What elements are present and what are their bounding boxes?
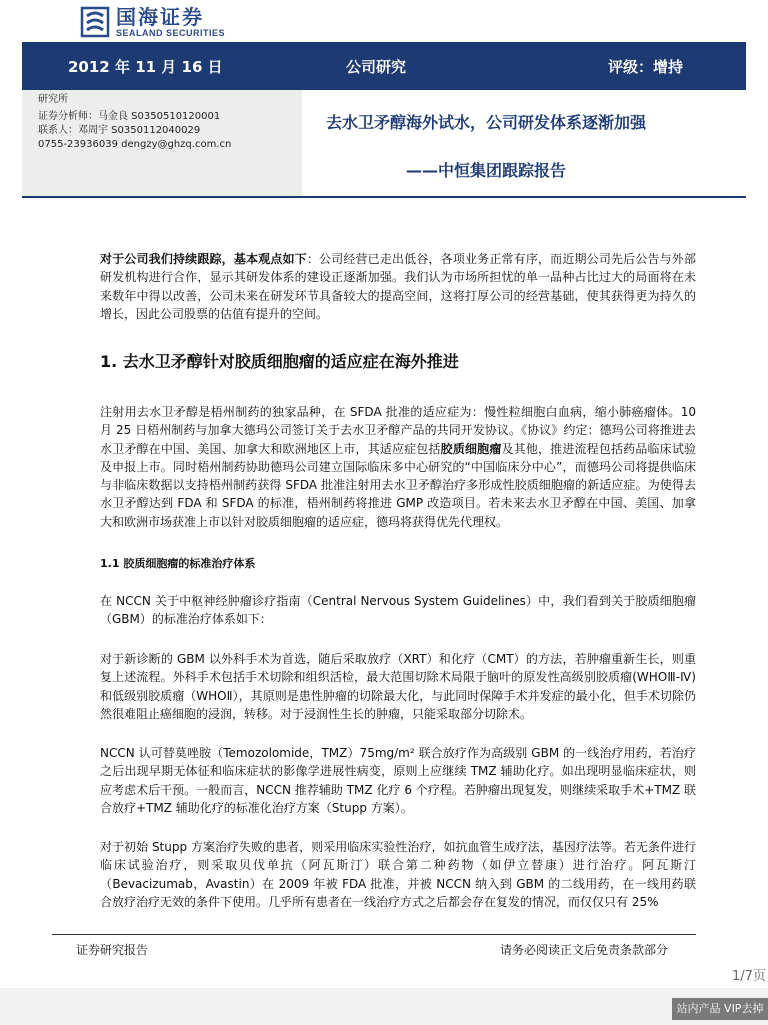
section1-bold-term: 胶质细胞瘤 <box>440 441 502 456</box>
viewer-bottom-bar <box>0 988 768 1025</box>
logo-cn-text: 国海证券 <box>116 4 204 29</box>
report-subtitle: ——中恒集团跟踪报告 <box>406 161 567 180</box>
section-heading-1-1: 1.1 胶质细胞瘤的标准治疗体系 <box>100 557 256 570</box>
tmz-paragraph: NCCN 认可替莫唑胺（Temozolomide，TMZ）75mg/m² 联合放疗作为高级别 GBM 的一线治疗用药，若治疗之后出现早期无体征和临床症状的影像学进展性病变，原则上应继续 TMZ 辅助化疗。如出现明显临床症状，则应考虑术后干预。一般而言，NCCN 推荐辅助 TMZ 化疗 6 个疗程。若肿瘤出现复发，则继续采取手术+TMZ 联合放疗+TMZ 辅助化疗的标准化治疗方案（Stupp 方案）。 <box>100 746 696 815</box>
company-logo <box>80 2 225 42</box>
intro-text: ：公司经营已走出低谷，各项业务正常有序，而近期公司先后公告与外部研发机构进行合作，显示其研发体系的建设正逐渐加强。我们认为市场所担忧的单一品种占比过大的局面将在未来数年中得以改善，公司未来在研发环节具备较大的提高空间，这将打厚公司的经营基础，使其获得更为持久的增长，因此公司股票的估值有提升的空间。 <box>100 252 696 321</box>
stupp-paragraph: 对于初始 Stupp 方案治疗失败的患者，则采用临床实验性治疗，如抗血管生成疗法，基因疗法等。若无条件进行临床试验治疗，则采取贝伐单抗（阿瓦斯汀）联合第二种药物（如伊立替康）进行治疗。阿瓦斯汀（Bevacizumab，Avastin）在 2009 年被 FDA 批准，并被 NCCN 纳入到 GBM 的二线用药，在一线用药联合放疗治疗无效的条件下使用。几乎所有患者在一线治疗方式之后都会存在复发的情况，而仅仅只有 25% <box>100 840 696 909</box>
section1-paragraph <box>100 403 696 531</box>
title-divider <box>22 196 746 198</box>
logo-en-text: SEALAND SECURITIES <box>116 27 226 38</box>
vip-remove-button[interactable]: 站内产品 VIP去掉 <box>672 998 768 1020</box>
contact-phone-email: 0755-23936039 dengzy@ghzq.com.cn <box>38 139 232 150</box>
contact-box <box>22 90 302 196</box>
report-date: 2012 年 11 月 16 日 <box>68 58 223 76</box>
report-type: 公司研究 <box>346 58 407 76</box>
header-band <box>22 42 746 88</box>
page-indicator: 1/7页 <box>732 969 766 984</box>
footer-disclaimer: 请务必阅读正文后免责条款部分 <box>500 943 669 957</box>
contact-analyst: 证券分析师：马金良 S0350510120001 <box>38 111 221 122</box>
section1-text-a: 注射用去水卫矛醇是梧州制药的独家品种，在 SFDA 批准的适应症为：慢性粒细胞白血病，缩小肺癌瘤体。10 月 25 日梧州制药与加拿大德玛公司签订关于去水卫矛醇产品的共同开发协议。《协议》约定：德玛公司将推进去水卫矛醇在中国、美国、加拿大和欧洲地区上市，其适应症包括 <box>100 405 696 456</box>
report-rating: 评级：增持 <box>608 58 684 76</box>
sealand-logo-icon <box>80 6 110 38</box>
contact-person: 联系人：邓周宇 S0350112040029 <box>38 125 201 136</box>
section1-text-b: 及其他，推进流程包括药品临床试验及申报上市。同时梧州制药协助德玛公司建立国际临床多中心研究的“中国临床分中心”，而德玛公司将提供临床与非临床数据以支持梧州制药获得 SFDA 批准注射用去水卫矛醇治疗多形成性胶质细胞瘤的新适应症。为使得去水卫矛醇达到 FDA 和 SFDA 的标准，梧州制药将推进 GMP 改造项目。若未来去水卫矛醇在中国、美国、加拿大和欧洲市场获准上市以针对胶质细胞瘤的适应症，德玛将获得优先代理权。 <box>100 441 696 529</box>
intro-lead: 对于公司我们持续跟踪，基本观点如下 <box>100 252 307 266</box>
gbm-treatment-paragraph: 对于新诊断的 GBM 以外科手术为首选，随后采取放疗（XRT）和化疗（CMT）的方法，若肿瘤重新生长，则重复上述流程。外科手术包括手术切除和组织活检，最大范围切除术局限于脑叶的原发性高级别胶质瘤(WHOⅢ-Ⅳ)和低级别胶质瘤（WHOⅡ），其原则是患性肿瘤的切除最大化，与此同时保障手术并发症的最小化，但手术切除仍然很难阻止癌细胞的浸润，转移。对于浸润性生长的肿瘤，只能采取部分切除术。 <box>100 652 696 721</box>
intro-paragraph <box>100 250 696 323</box>
footer-divider <box>52 934 696 935</box>
report-title: 去水卫矛醇海外试水，公司研发体系逐渐加强 <box>326 113 647 132</box>
footer-left: 证券研究报告 <box>76 943 149 957</box>
section-heading-1: 1. 去水卫矛醇针对胶质细胞瘤的适应症在海外推进 <box>100 352 459 371</box>
nccn-paragraph: 在 NCCN 关于中枢神经肿瘤诊疗指南（Central Nervous System Guidelines）中，我们看到关于胶质细胞瘤（GBM）的标准治疗体系如下： <box>100 594 696 627</box>
contact-dept: 研究所 <box>38 94 68 105</box>
